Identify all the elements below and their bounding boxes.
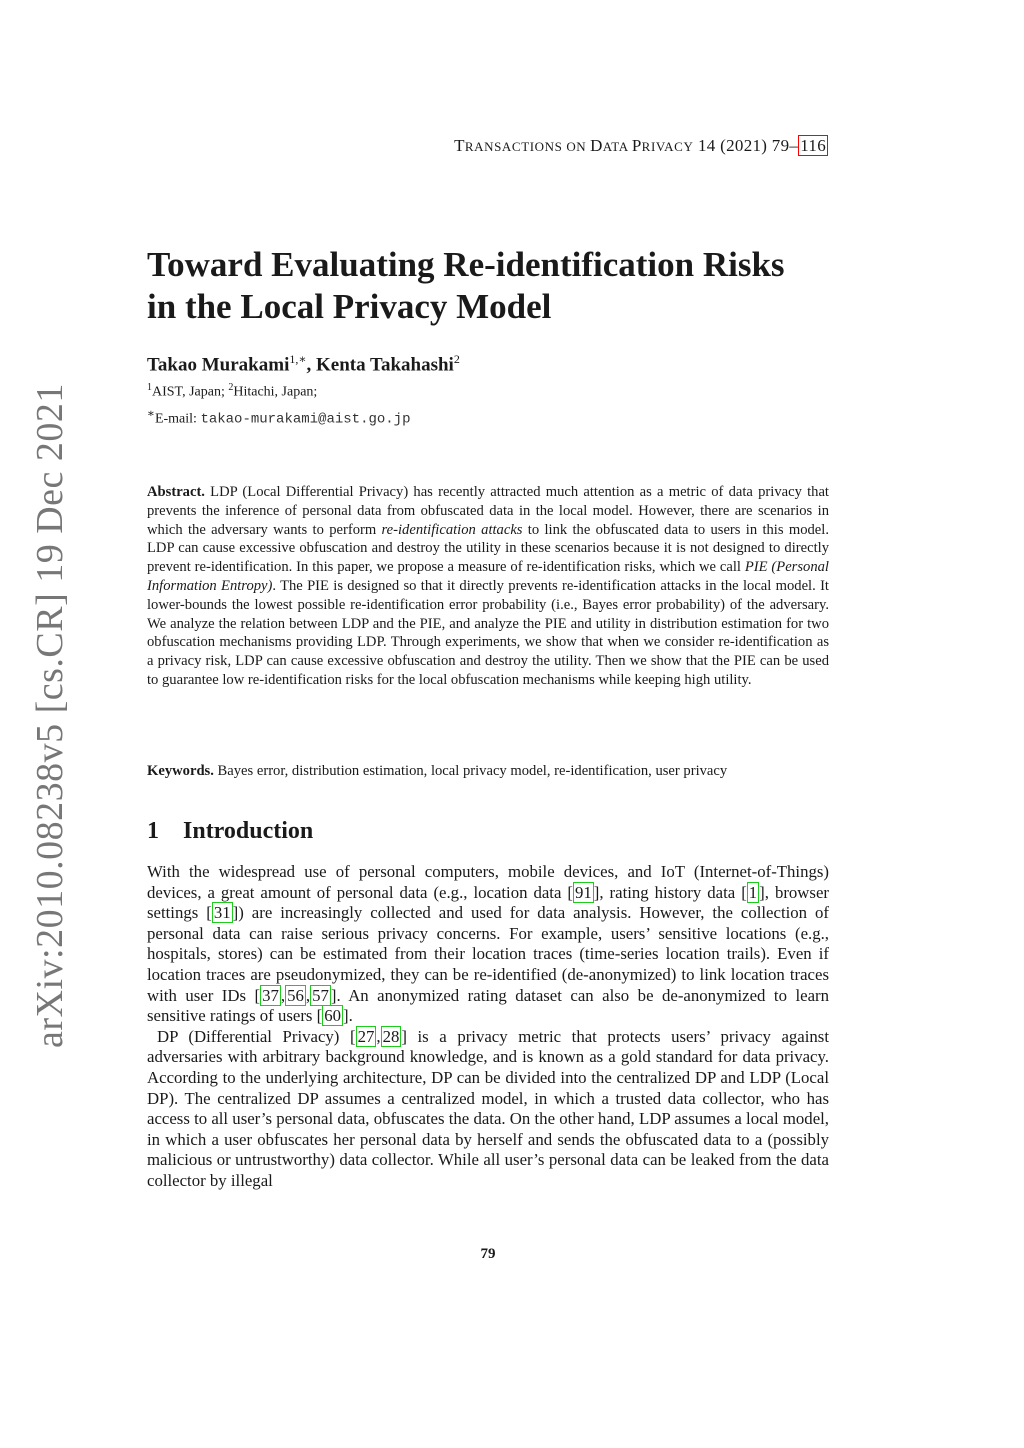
authors: Takao Murakami$^{1,∗}$, Kenta Takahashi$^2$ [147, 352, 460, 376]
citation-link[interactable]: 60 [324, 1006, 342, 1026]
arxiv-stamp: arXiv:2010.08238v5 [cs.CR] 19 Dec 2021 [29, 383, 71, 1048]
intro-paragraph-1: With the widespread use of personal computers, mobile devices, and IoT (Internet-of-Things) devices, a great amount of personal data (e.g., location data [ 91 ], rating history data [ 1 ], browser settings [ 31 ]) are increasingly collected and used for data analysis. However, the collection of personal data can raise serious privacy concerns. For example, users’ sensitive locations (e.g., hospitals, stores) can be estimated from their location traces (time-series location trails). Even if location traces are pseudonymized, they can be re-identified (de-anonymized) to link location traces with user IDs [ 37 , 56 , 57 ]. An anonymized rating dataset can also be de-anonymized to learn sensitive ratings of users [ 60 ]. [147, 862, 830, 1026]
section-number: 1 [147, 818, 159, 844]
affiliations: $^1$AIST, Japan; $^2$Hitachi, Japan; [147, 382, 318, 400]
intro-paragraph-2: DP (Differential Privacy) [ 27 , 28 ] is a privacy metric that protects users’ privacy against adversaries with arbitrary background knowledge, and is known as a gold standard for data privacy. According to the underlying architecture, DP can be divided into the centralized DP and LDP (Local DP). The centralized DP assumes a centralized model, in which a trusted data collector, who has access to all user’s personal data, obfuscates the data. On the other hand, LDP assumes a local model, in which a user obfuscates her personal data by herself and sends the obfuscated data to a (possibly malicious or untrustworthy) data collector. While all user’s personal data can be leaked from the data collector by illegal [147, 1026, 829, 1190]
email-address[interactable]: takao-murakami@aist.go.jp [200, 411, 411, 428]
section-title: Introduction [183, 818, 314, 844]
citation-link[interactable]: 56 [287, 985, 304, 1005]
citation-link[interactable]: 1 [748, 882, 758, 902]
email-line: ∗E-mail: takao-murakami@aist.go.jp [147, 407, 411, 428]
keywords: Keywords. Bayes error, distribution estimation, local privacy model, re-identification, user privacy [147, 763, 728, 779]
citation-link[interactable]: 57 [312, 985, 329, 1005]
paper-title [147, 244, 829, 328]
author-1: Takao Murakami [147, 354, 290, 376]
citation-link[interactable]: 31 [213, 903, 231, 923]
citation-link[interactable]: 37 [262, 985, 279, 1005]
abstract-label: Abstract. [147, 484, 205, 500]
citation-link[interactable]: 28 [382, 1026, 400, 1046]
running-header: TRANSACTIONS ON DATA PRIVACY 14 (2021) 79– 116 [454, 136, 826, 155]
keywords-label: Keywords. [147, 763, 214, 779]
introduction-body [147, 862, 829, 1192]
title-line-1: Toward Evaluating Re-identification Risks [147, 245, 785, 284]
title-line-2: in the Local Privacy Model [147, 287, 552, 326]
citation-link[interactable]: 27 [357, 1026, 375, 1046]
section-heading [147, 818, 829, 845]
author-2: Kenta Takahashi [316, 354, 454, 376]
citation-link[interactable]: 91 [575, 882, 592, 902]
last-page-link[interactable]: 116 [800, 136, 826, 155]
abstract: Abstract. LDP (Local Differential Privacy) has recently attracted much attention as a metric of data privacy that prevents the inference of personal data from obfuscated data in the local model. However, there are scenarios in which the adversary wants to perform re-identification attacks to link the obfuscated data to users in this model. LDP can cause excessive obfuscation and destroy the utility in these scenarios because it is not designed to directly prevent re-identification. In this paper, we propose a measure of re-identification risks, which we call PIE (Personal Information Entropy). The PIE is designed so that it directly prevents re-identification attacks in the local model. It lower-bounds the lowest possible re-identification error probability (i.e., Bayes error probability) of the adversary. We analyze the relation between LDP and the PIE, and analyze the PIE and utility in distribution estimation for two obfuscation mechanisms providing LDP. Through experiments, we show that when we consider re-identification as a privacy risk, LDP can cause excessive obfuscation and destroy the utility. Then we show that the PIE can be used to guarantee low re-identification risks for the local obfuscation mechanisms while keeping high utility. [147, 484, 829, 688]
page-number: 79 [480, 1246, 496, 1262]
